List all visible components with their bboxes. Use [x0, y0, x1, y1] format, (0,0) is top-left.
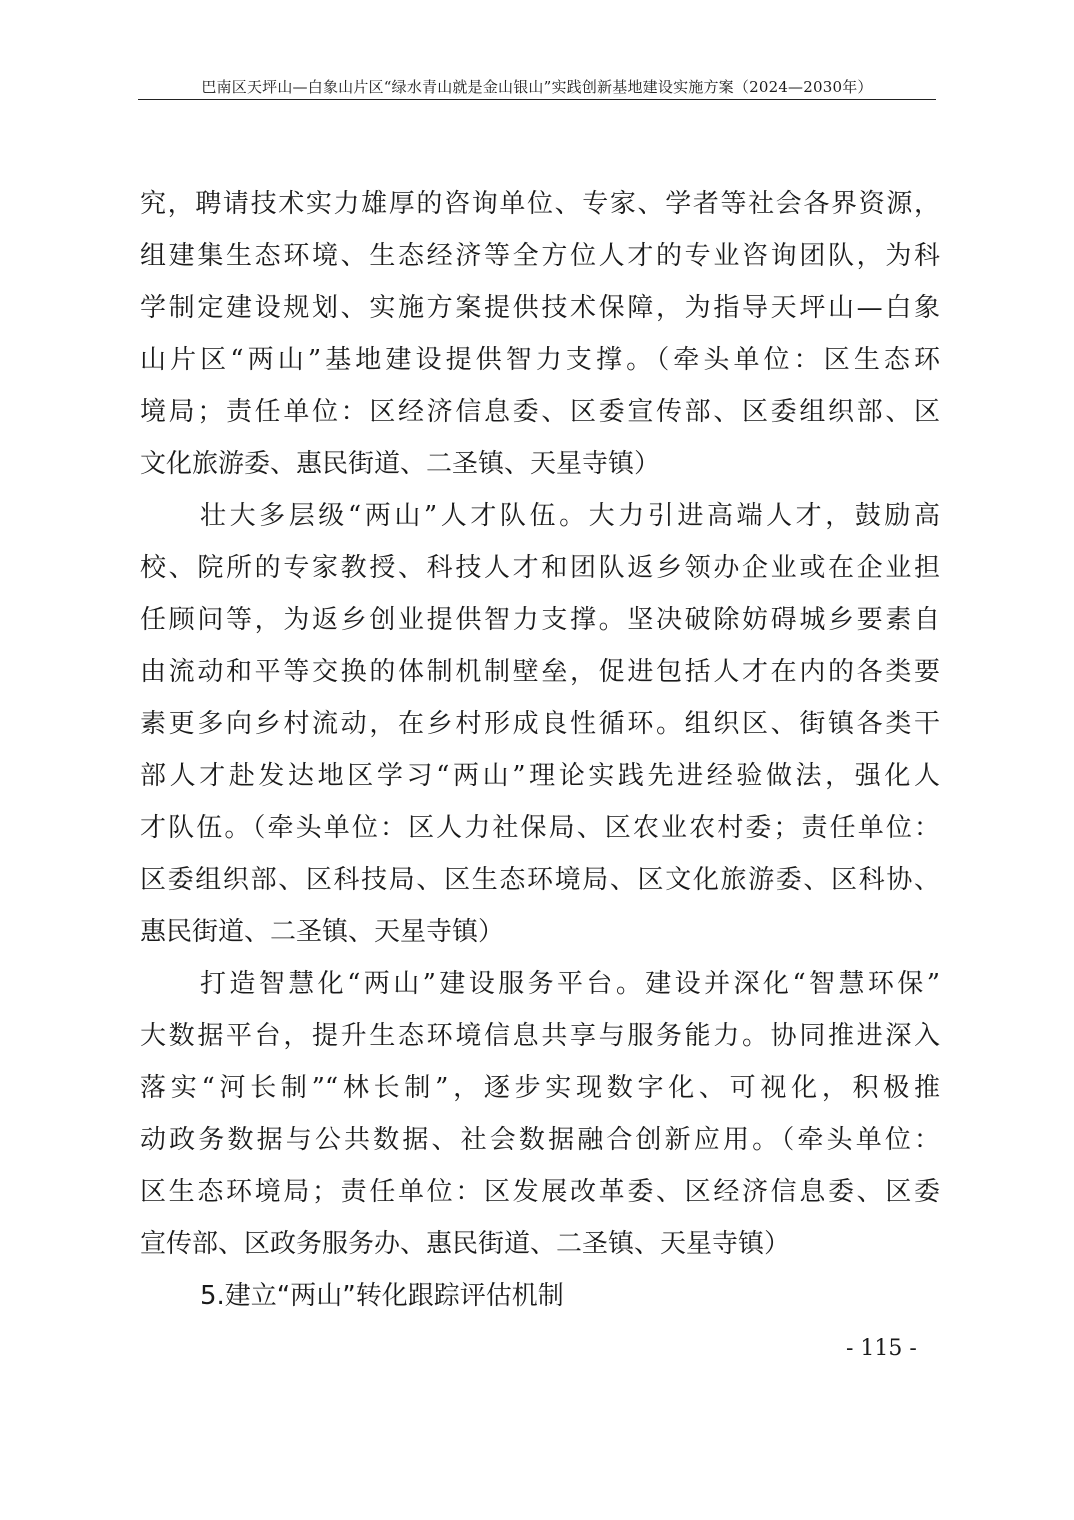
- text-line: 打造智慧化“两山”建设服务平台。建设并深化“智慧环保”: [200, 969, 940, 999]
- page-number: - 115 -: [846, 1336, 917, 1361]
- text-line: 学制定建设规划、实施方案提供技术保障，为指导天坪山—白象: [140, 293, 940, 323]
- paragraph-continued: [140, 178, 940, 490]
- text-line: 部人才赴发达地区学习“两山”理论实践先进经验做法，强化人: [140, 761, 940, 791]
- section-heading: 5.建立“两山”转化跟踪评估机制: [200, 1281, 564, 1311]
- paragraph-talent-team: [140, 490, 940, 958]
- text-line: 文化旅游委、惠民街道、二圣镇、天星寺镇）: [140, 449, 661, 479]
- text-line: 宣传部、区政务服务办、惠民街道、二圣镇、天星寺镇）: [140, 1229, 791, 1259]
- text-line: 壮大多层级“两山”人才队伍。大力引进高端人才，鼓励高: [200, 501, 940, 531]
- text-line: 惠民街道、二圣镇、天星寺镇）: [140, 917, 505, 947]
- text-line: 究，聘请技术实力雄厚的咨询单位、专家、学者等社会各界资源，: [140, 189, 940, 219]
- running-header: 巴南区天坪山—白象山片区“绿水青山就是金山银山”实践创新基地建设实施方案（2024—2030年）: [201, 78, 873, 96]
- text-line: 任顾问等，为返乡创业提供智力支撑。坚决破除妨碍城乡要素自: [140, 605, 940, 635]
- text-line: 大数据平台，提升生态环境信息共享与服务能力。协同推进深入: [140, 1021, 940, 1051]
- text-line: 山片区“两山”基地建设提供智力支撑。（牵头单位：区生态环: [140, 345, 940, 375]
- text-line: 组建集生态环境、生态经济等全方位人才的专业咨询团队，为科: [140, 241, 940, 271]
- text-line: 由流动和平等交换的体制机制壁垒，促进包括人才在内的各类要: [140, 657, 940, 687]
- text-line: 才队伍。（牵头单位：区人力社保局、区农业农村委；责任单位：: [140, 813, 940, 843]
- text-line: 落实“河长制”“林长制”，逐步实现数字化、可视化，积极推: [140, 1073, 940, 1103]
- paragraph-smart-platform: [140, 958, 940, 1270]
- document-body: [140, 178, 940, 1322]
- text-line: 区生态环境局；责任单位：区发展改革委、区经济信息委、区委: [140, 1177, 940, 1207]
- text-line: 动政务数据与公共数据、社会数据融合创新应用。（牵头单位：: [140, 1125, 940, 1155]
- text-line: 境局；责任单位：区经济信息委、区委宣传部、区委组织部、区: [140, 397, 940, 427]
- header-rule: [138, 99, 936, 100]
- text-line: 区委组织部、区科技局、区生态环境局、区文化旅游委、区科协、: [140, 865, 940, 895]
- text-line: 素更多向乡村流动，在乡村形成良性循环。组织区、街镇各类干: [140, 709, 940, 739]
- text-line: 校、院所的专家教授、科技人才和团队返乡领办企业或在企业担: [140, 553, 940, 583]
